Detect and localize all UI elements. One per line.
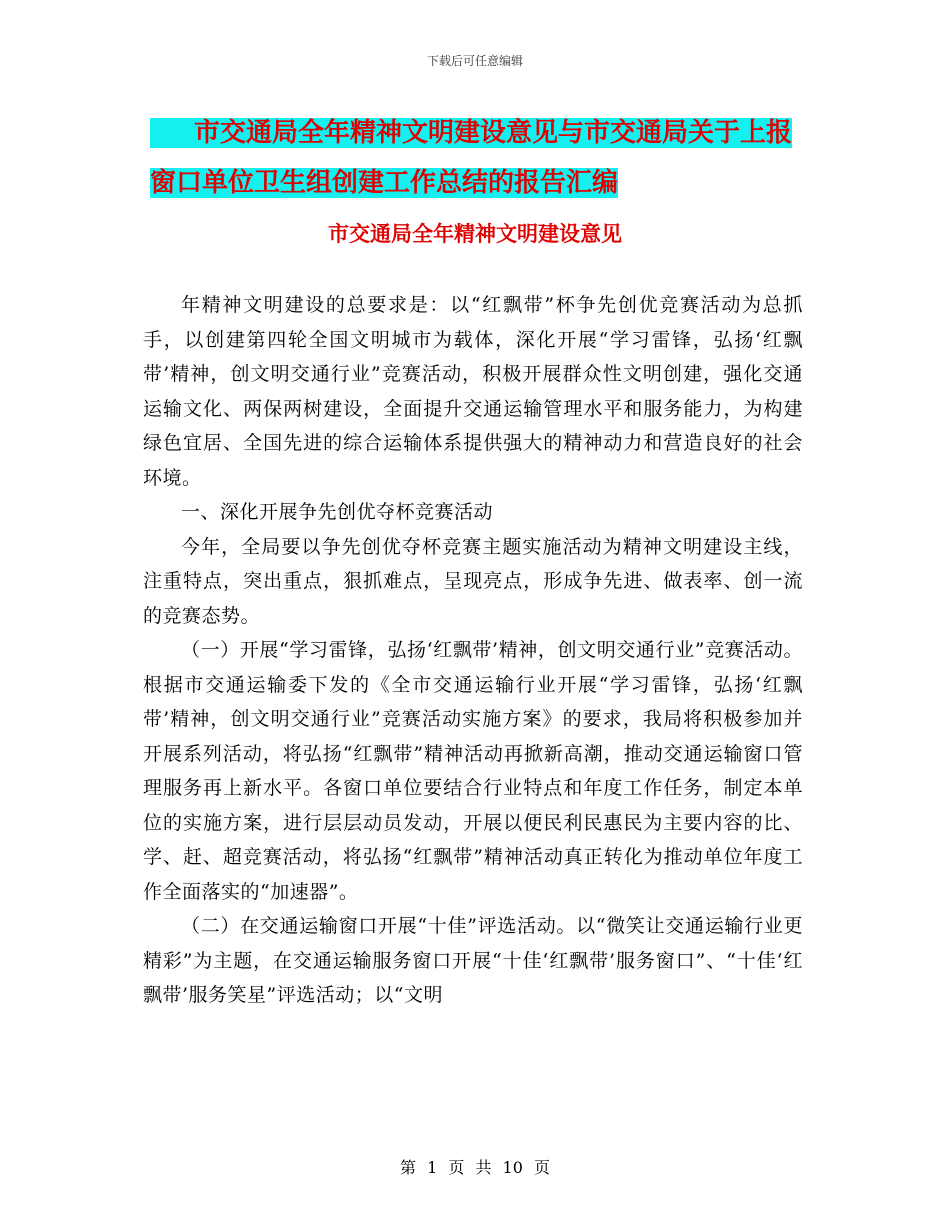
document-title	[150, 108, 830, 208]
subsection-heading: 一、深化开展争先创优夺杯竞赛活动	[181, 501, 494, 523]
paragraph: （一）开展“学习雷锋，弘扬‘红飘带’精神，创文明交通行业”竞赛活动。根据市交通运输委下发的《全市交通运输行业开展“学习雷锋，弘扬‘红飘带’精神，创文明交通行业”竞赛活动实施方案》的要求，我局将积极参加并开展系列活动，将弘扬“红飘带”精神活动再掀新高潮，推动交通运输窗口管理服务再上新水平。各窗口单位要结合行业特点和年度工作任务，制定本单位的实施方案，进行层层动员发动，开展以便民利民惠民为主要内容的比、学、赶、超竞赛活动，将弘扬“红飘带”精神活动真正转化为推动单位年度工作全面落实的“加速器”。	[143, 639, 803, 903]
page-number-footer: 第 1 页 共 10 页	[400, 1158, 550, 1177]
document-title-line-1: 市交通局全年精神文明建设意见与市交通局关于上报	[150, 118, 792, 148]
paragraph: 今年，全局要以争先创优夺杯竞赛主题实施活动为精神文明建设主线，注重特点，突出重点，狠抓难点，呈现亮点，形成争先进、做表率、创一流的竞赛态势。	[143, 535, 803, 627]
page-header-note: 下载后可任意编辑	[426, 54, 523, 68]
section-heading: 市交通局全年精神文明建设意见	[328, 222, 622, 246]
document-body	[143, 288, 803, 1013]
document-title-line-2: 窗口单位卫生组创建工作总结的报告汇编	[150, 168, 619, 198]
paragraph: （二）在交通运输窗口开展“十佳”评选活动。以“微笑让交通运输行业更精彩”为主题，在交通运输服务窗口开展“十佳‘红飘带’服务窗口”、“十佳‘红飘带’服务笑星”评选活动；以“文明	[143, 915, 803, 1006]
paragraph: 年精神文明建设的总要求是：以“红飘带”杯争先创优竞赛活动为总抓手，以创建第四轮全国文明城市为载体，深化开展“学习雷锋，弘扬‘红飘带’精神，创文明交通行业”竞赛活动，积极开展群众性文明创建，强化交通运输文化、两保两树建设，全面提升交通运输管理水平和服务能力，为构建绿色宜居、全国先进的综合运输体系提供强大的精神动力和营造良好的社会环境。	[143, 294, 803, 489]
